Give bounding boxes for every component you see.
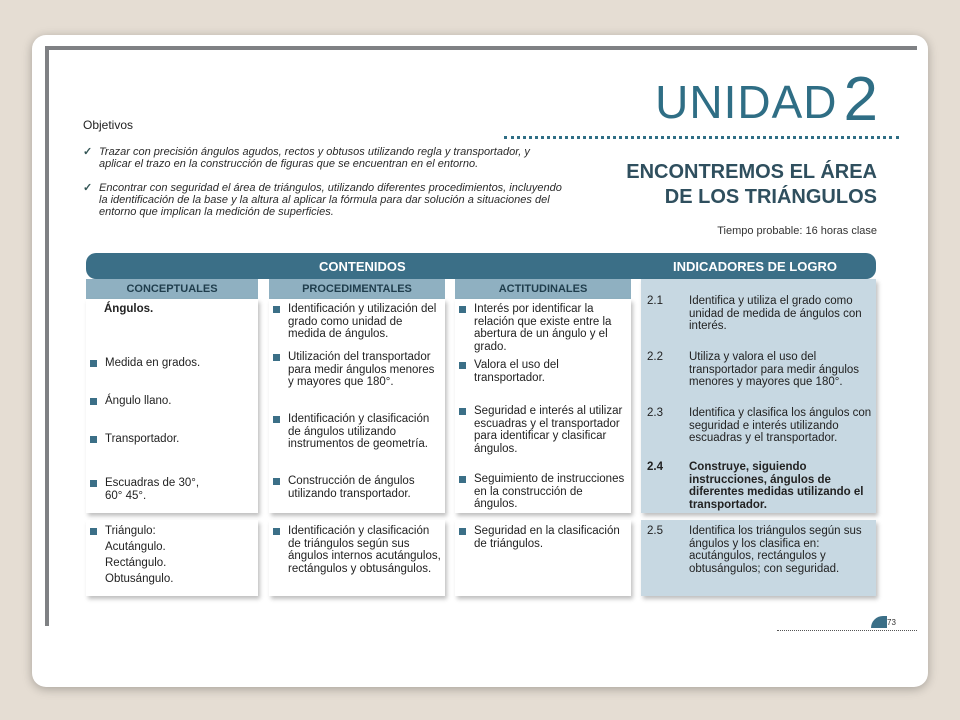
objetivo-item [83,182,563,218]
divider [504,136,899,139]
objetivo-text: Encontrar con seguridad el área de triángulos, utilizando diferentes procedimientos, incluyendo la identificación de la base y la altura al aplicar la fórmula para dar solución a situaciones del entorno que implican la medición de superficies. [99,182,562,218]
bullet-icon [273,306,280,313]
list-item: Valora el uso del transportador. [459,359,629,384]
bullet-icon [459,476,466,483]
cell-indicadores-top [641,279,876,513]
unit-number: 2 [843,65,879,134]
indicator-row: 2.3 Identifica y clasifica los ángulos con seguridad e interés utilizando escuadras y el transportador. [647,407,872,444]
bullet-icon [273,478,280,485]
bullet-icon [273,528,280,535]
unit-subtitle [547,160,877,210]
bullet-icon [273,354,280,361]
cell-indicadores-bottom [641,520,876,596]
conceptual-heading: Ángulos. [104,303,154,315]
list-item: Seguimiento de instrucciones en la construcción de ángulos. [459,473,629,511]
contenidos-header: CONTENIDOS [319,259,406,274]
cell-conceptuales-top [86,299,258,513]
divider [777,630,917,631]
unit-heading [655,65,879,134]
list-item: Transportador. [90,433,250,446]
bullet-icon [90,480,97,487]
cell-actitudinales-bottom [455,520,631,596]
cell-procedimentales-top [269,299,445,513]
indicator-row: 2.4 Construye, siguiendo instrucciones, ángulos de diferentes medidas utilizando el transportador. [647,461,864,511]
objetivo-item [83,146,563,170]
bullet-icon [459,362,466,369]
unit-subtitle-line: ENCONTREMOS EL ÁREA [626,161,877,183]
page-number: 73 [887,618,896,627]
objetivos-title: Objetivos [83,118,134,132]
subitem: Acutángulo. [105,541,166,553]
bullet-icon [90,360,97,367]
list-item: Construcción de ángulos utilizando transportador. [273,475,443,500]
cell-procedimentales-bottom [269,520,445,596]
list-item: Identificación y utilización del grado como unidad de medida de ángulos. [273,303,443,341]
cell-actitudinales-top [455,299,631,513]
unit-label: UNIDAD [655,76,838,128]
tiempo-probable: Tiempo probable: 16 horas clase [717,225,877,237]
list-item: Interés por identificar la relación que existe entre la abertura de un ángulo y el grado. [459,303,629,353]
page-corner-shape [871,616,887,628]
bullet-icon [90,398,97,405]
check-icon: ✓ [83,182,93,194]
unit-subtitle-line: DE LOS TRIÁNGULOS [664,186,877,208]
list-item: Identificación y clasificación de triángulos según sus ángulos internos acutángulos, rectángulos y obtusángulos. [273,525,443,575]
list-item: Escuadras de 30°, 60° 45°. [90,477,215,502]
check-icon: ✓ [83,146,93,158]
indicator-row: 2.2 Utiliza y valora el uso del transportador para medir ángulos menores y mayores que 180°. [647,351,860,388]
column-header-conceptuales: CONCEPTUALES [86,279,258,299]
indicator-row: 2.5 Identifica los triángulos según sus ángulos y los clasifica en: acutángulos, rectángulos y obtusángulos; con seguridad. [647,525,862,575]
subitem: Rectángulo. [105,557,167,569]
cell-conceptuales-bottom [86,520,258,596]
indicator-row: 2.1 Identifica y utiliza el grado como unidad de medida de ángulos con interés. [647,295,862,332]
bullet-icon [273,416,280,423]
list-item: Seguridad e interés al utilizar escuadras y el transportador para identificar y clasificar ángulos. [459,405,629,455]
indicadores-header: INDICADORES DE LOGRO [673,259,837,274]
bullet-icon [90,436,97,443]
list-item: Seguridad en la clasificación de triángulos. [459,525,629,550]
bullet-icon [459,306,466,313]
list-item: Identificación y clasificación de ángulos utilizando instrumentos de geometría. [273,413,443,451]
bullet-icon [90,528,97,535]
bullet-icon [459,528,466,535]
list-item: Utilización del transportador para medir ángulos menores y mayores que 180°. [273,351,443,389]
bullet-icon [459,408,466,415]
list-item: Ángulo llano. [90,395,250,408]
document-page [45,46,917,626]
subitem: Obtusángulo. [105,573,174,585]
objetivo-text: Trazar con precisión ángulos agudos, rectos y obtusos utilizando regla y transportador, y aplicar el trazo en la construcción de figuras que se encuentran en el entorno. [99,146,530,170]
list-item: Medida en grados. [90,357,250,370]
list-item: Triángulo: [90,525,250,538]
column-header-actitudinales: ACTITUDINALES [455,279,631,299]
column-header-procedimentales: PROCEDIMENTALES [269,279,445,299]
